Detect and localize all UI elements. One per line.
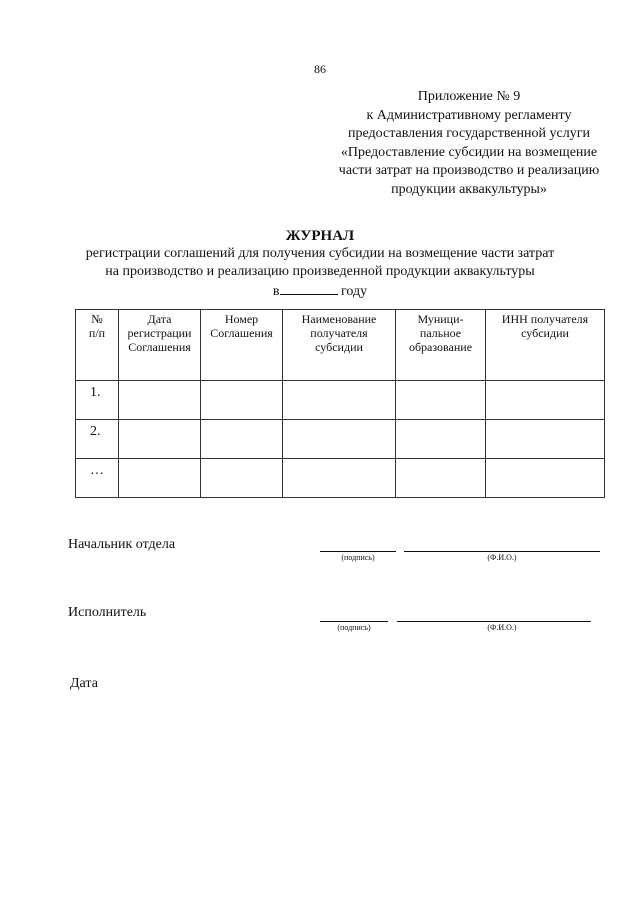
year-suffix: году <box>341 284 368 299</box>
date-label: Дата <box>70 676 98 691</box>
table-row <box>76 381 605 420</box>
header-agreement-number: Номер Соглашения <box>201 310 283 381</box>
journal-table <box>75 309 605 498</box>
row-number: … <box>76 459 119 498</box>
journal-subtitle <box>0 245 640 301</box>
table-cell <box>283 381 396 420</box>
header-number: № п/п <box>76 310 119 381</box>
appendix-line: предоставления государственной услуги <box>348 126 590 141</box>
head-name-line[interactable] <box>404 551 600 552</box>
table-cell <box>396 420 486 459</box>
appendix-line: Приложение № 9 <box>417 89 521 104</box>
page-number: 86 <box>314 62 326 76</box>
appendix-line: к Административному регламенту <box>366 107 572 123</box>
journal-subtitle-line: регистрации соглашений для получения субсидии на возмещение части затрат <box>85 246 555 261</box>
row-number: 1. <box>76 381 119 420</box>
table-cell <box>119 381 201 420</box>
table-cell <box>283 420 396 459</box>
table-cell <box>201 459 283 498</box>
executor-name-line[interactable] <box>397 621 591 622</box>
journal-year-line <box>0 281 640 301</box>
appendix-line: продукции аквакультуры» <box>391 181 547 197</box>
table-cell <box>119 420 201 459</box>
head-name-caption: (Ф.И.О.) <box>487 553 517 562</box>
header-recipient-name: Наименование получателя субсидии <box>283 310 396 381</box>
appendix-block <box>310 88 628 199</box>
journal-subtitle-line: на производство и реализацию произведенной продукции аквакультуры <box>105 264 535 279</box>
header-inn: ИНН получателя субсидии <box>486 310 605 381</box>
table-cell <box>283 459 396 498</box>
head-signature-caption: (подпись) <box>341 553 375 562</box>
executor-label: Исполнитель <box>68 605 147 620</box>
appendix-line: «Предоставление субсидии на возмещение <box>340 144 598 160</box>
table-cell <box>486 381 605 420</box>
head-of-department-label: Начальник отдела <box>68 537 176 552</box>
executor-signature-caption: (подпись) <box>337 623 371 632</box>
table-cell <box>201 420 283 459</box>
journal-title: ЖУРНАЛ <box>285 228 355 244</box>
row-number: 2. <box>76 420 119 459</box>
year-prefix: в <box>272 284 280 299</box>
table-cell <box>486 459 605 498</box>
header-municipality: Муници- пальное образование <box>396 310 486 381</box>
executor-name-caption: (Ф.И.О.) <box>487 623 517 632</box>
table-cell <box>201 381 283 420</box>
header-registration-date: Дата регистрации Соглашения <box>119 310 201 381</box>
executor-signature-line[interactable] <box>320 621 388 622</box>
appendix-line: части затрат на производство и реализацию <box>338 163 600 178</box>
table-cell <box>486 420 605 459</box>
table-cell <box>396 381 486 420</box>
table-row <box>76 459 605 498</box>
table-cell <box>119 459 201 498</box>
year-blank-field[interactable] <box>280 281 338 295</box>
table-header-row <box>76 310 605 381</box>
table-cell <box>396 459 486 498</box>
table-row <box>76 420 605 459</box>
head-signature-line[interactable] <box>320 551 396 552</box>
